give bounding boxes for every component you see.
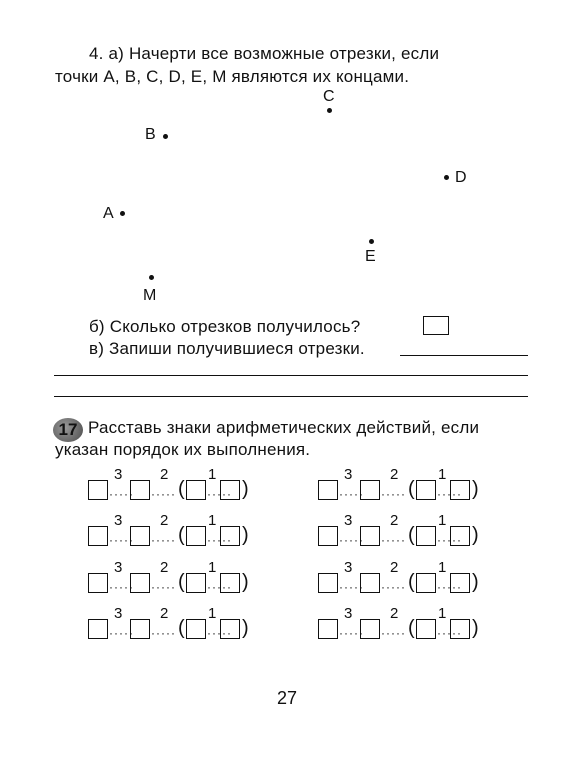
close-paren: ) [472, 524, 479, 546]
expression-1-4 [88, 605, 263, 645]
close-paren: ) [242, 617, 249, 639]
expression-1-2 [88, 512, 263, 552]
point-m-label: M [143, 287, 157, 304]
open-paren: ( [178, 478, 185, 500]
number-box[interactable] [318, 526, 338, 546]
operation-slot-3[interactable]: ····· [109, 626, 134, 640]
order-label: 2 [160, 466, 169, 483]
open-paren: ( [178, 524, 185, 546]
operation-slot-1[interactable]: ····· [207, 580, 232, 594]
number-box[interactable] [318, 619, 338, 639]
number-box[interactable] [318, 480, 338, 500]
order-label: 2 [160, 512, 169, 529]
task17-line1: Расставь знаки арифметических действий, если [88, 418, 480, 437]
question-c: в) Запиши получившиеся отрезки. [89, 339, 365, 358]
close-paren: ) [242, 524, 249, 546]
close-paren: ) [242, 478, 249, 500]
operation-slot-3[interactable]: ····· [339, 533, 364, 547]
operation-slot-2[interactable]: ····· [151, 626, 176, 640]
order-label: 2 [390, 512, 399, 529]
open-paren: ( [408, 617, 415, 639]
number-box[interactable] [88, 619, 108, 639]
close-paren: ) [472, 478, 479, 500]
order-label: 3 [344, 559, 353, 576]
point-c-label: C [323, 88, 335, 105]
operation-slot-2[interactable]: ····· [381, 487, 406, 501]
operation-slot-1[interactable]: ····· [437, 533, 462, 547]
order-label: 2 [160, 605, 169, 622]
order-label: 3 [344, 466, 353, 483]
expression-2-4 [318, 605, 493, 645]
operation-slot-2[interactable]: ····· [381, 626, 406, 640]
order-label: 3 [344, 512, 353, 529]
operation-slot-2[interactable]: ····· [151, 580, 176, 594]
point-d-label: D [455, 169, 467, 186]
number-box[interactable] [88, 526, 108, 546]
number-box[interactable] [88, 573, 108, 593]
operation-slot-2[interactable]: ····· [381, 533, 406, 547]
open-paren: ( [408, 571, 415, 593]
operation-slot-2[interactable]: ····· [381, 580, 406, 594]
point-b-label: B [145, 126, 156, 143]
order-label: 1 [438, 512, 447, 529]
question-b: б) Сколько отрезков получилось? [89, 317, 361, 336]
operation-slot-1[interactable]: ····· [437, 580, 462, 594]
number-box[interactable] [186, 619, 206, 639]
task4-line1: 4. а) Начерти все возможные отрезки, если [89, 44, 440, 63]
order-label: 1 [208, 512, 217, 529]
expression-2-2 [318, 512, 493, 552]
close-paren: ) [472, 617, 479, 639]
order-label: 1 [438, 559, 447, 576]
operation-slot-3[interactable]: ····· [109, 580, 134, 594]
task4-line2: точки A, B, C, D, E, M являются их концами. [55, 67, 410, 86]
operation-slot-3[interactable]: ····· [109, 487, 134, 501]
order-label: 3 [114, 466, 123, 483]
operation-slot-1[interactable]: ····· [207, 626, 232, 640]
point-a-label: A [103, 205, 114, 222]
expression-2-3 [318, 559, 493, 599]
operation-slot-3[interactable]: ····· [339, 580, 364, 594]
order-label: 3 [114, 559, 123, 576]
number-box[interactable] [416, 480, 436, 500]
expression-1-3 [88, 559, 263, 599]
number-box[interactable] [416, 526, 436, 546]
operation-slot-2[interactable]: ····· [151, 533, 176, 547]
point-b-dot [163, 134, 168, 139]
order-label: 1 [208, 559, 217, 576]
order-label: 3 [344, 605, 353, 622]
order-label: 2 [390, 605, 399, 622]
operation-slot-3[interactable]: ····· [109, 533, 134, 547]
task17-line2: указан порядок их выполнения. [55, 440, 311, 459]
operation-slot-2[interactable]: ····· [151, 487, 176, 501]
expression-1-1 [88, 466, 263, 506]
order-label: 1 [208, 466, 217, 483]
open-paren: ( [178, 571, 185, 593]
point-e-label: E [365, 248, 376, 265]
point-e-dot [369, 239, 374, 244]
close-paren: ) [242, 571, 249, 593]
expression-2-1 [318, 466, 493, 506]
order-label: 1 [208, 605, 217, 622]
point-m-dot [149, 275, 154, 280]
order-label: 3 [114, 605, 123, 622]
number-box[interactable] [88, 480, 108, 500]
operation-slot-1[interactable]: ····· [207, 487, 232, 501]
close-paren: ) [472, 571, 479, 593]
task17-badge: 17 [53, 418, 83, 442]
order-label: 3 [114, 512, 123, 529]
answer-line-1[interactable] [400, 355, 528, 356]
segment-count-box[interactable] [423, 316, 449, 335]
open-paren: ( [408, 524, 415, 546]
open-paren: ( [408, 478, 415, 500]
operation-slot-3[interactable]: ····· [339, 626, 364, 640]
order-label: 1 [438, 605, 447, 622]
number-box[interactable] [186, 573, 206, 593]
operation-slot-1[interactable]: ····· [437, 487, 462, 501]
open-paren: ( [178, 617, 185, 639]
point-c-dot [327, 108, 332, 113]
number-box[interactable] [186, 480, 206, 500]
number-box[interactable] [416, 619, 436, 639]
order-label: 2 [390, 559, 399, 576]
point-a-dot [120, 211, 125, 216]
order-label: 2 [390, 466, 399, 483]
page-number: 27 [277, 688, 298, 708]
order-label: 2 [160, 559, 169, 576]
operation-slot-3[interactable]: ····· [339, 487, 364, 501]
answer-line-3[interactable] [54, 396, 528, 397]
answer-line-2[interactable] [54, 375, 528, 376]
point-d-dot [444, 175, 449, 180]
order-label: 1 [438, 466, 447, 483]
number-box[interactable] [186, 526, 206, 546]
operation-slot-1[interactable]: ····· [207, 533, 232, 547]
operation-slot-1[interactable]: ····· [437, 626, 462, 640]
number-box[interactable] [318, 573, 338, 593]
number-box[interactable] [416, 573, 436, 593]
